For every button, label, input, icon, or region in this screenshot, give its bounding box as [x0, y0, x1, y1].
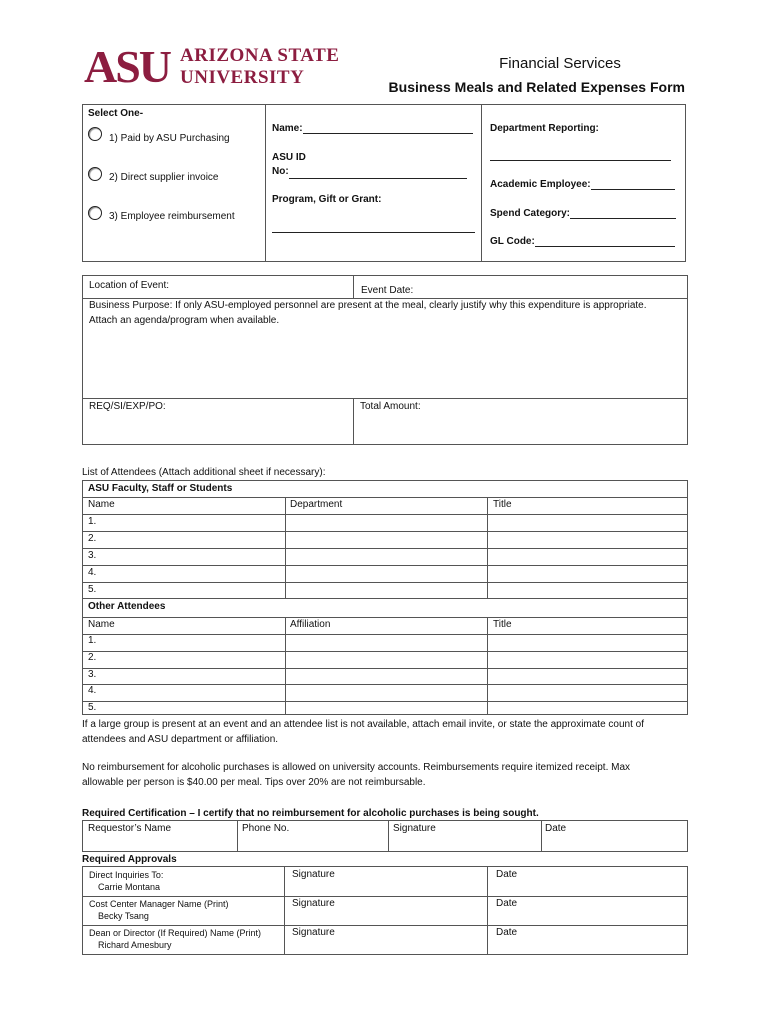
certification-heading: Required Certification – I certify that no reimbursement for alcoholic purchases is being sought. — [82, 808, 539, 819]
purpose-line-1: Business Purpose: If only ASU-employed personnel are present at the meal, clearly justify why this expenditure is appropriate. — [89, 300, 647, 311]
academic-employee-label: Academic Employee: — [490, 179, 591, 190]
other-col-affiliation: Affiliation — [290, 619, 331, 630]
select-one-label: Select One- — [88, 108, 144, 119]
location-label: Location of Event: — [89, 280, 170, 291]
dept-reporting-label: Department Reporting: — [490, 123, 599, 134]
form-title: Business Meals and Related Expenses Form — [388, 79, 685, 95]
approval-row-3 — [89, 927, 261, 951]
radio-direct-supplier[interactable] — [88, 167, 102, 181]
radio-employee-reimbursement[interactable] — [88, 206, 102, 220]
name-label: Name: — [272, 123, 303, 134]
total-amount-label: Total Amount: — [360, 401, 421, 412]
asu-row-5[interactable]: 5. — [88, 584, 97, 595]
spend-category-label: Spend Category: — [490, 208, 571, 219]
cert-date-field[interactable]: Date — [545, 823, 567, 834]
alcohol-line-1: No reimbursement for alcoholic purchases is allowed on university accounts. Reimbursements require itemized receipt. Max — [82, 762, 631, 773]
approval-role-3: Dean or Director (If Required) Name (Print) — [89, 928, 262, 938]
certification-table — [82, 820, 688, 852]
option-label-1: 1) Paid by ASU Purchasing — [109, 133, 230, 144]
other-row-5[interactable]: 5. — [88, 702, 97, 713]
asu-row-2[interactable]: 2. — [88, 533, 97, 544]
asu-col-name: Name — [88, 499, 115, 510]
other-col-title: Title — [493, 619, 512, 630]
large-group-line-2: attendees and ASU department or affiliation. — [82, 734, 279, 745]
cert-signature-field[interactable]: Signature — [393, 823, 436, 834]
asu-col-department: Department — [290, 499, 343, 510]
asu-id-field[interactable] — [272, 151, 467, 179]
gl-code-label: GL Code: — [490, 236, 535, 247]
approval-row-1 — [89, 869, 163, 893]
total-amount-field[interactable] — [360, 401, 421, 412]
event-date-field[interactable] — [361, 285, 413, 296]
logo-line-2: UNIVERSITY — [180, 67, 305, 88]
other-row-2[interactable]: 2. — [88, 652, 97, 663]
asu-logo-wordmark — [180, 45, 339, 89]
approval-signature-2[interactable]: Signature — [292, 898, 335, 909]
approval-signature-1[interactable]: Signature — [292, 869, 335, 880]
approval-role-2: Cost Center Manager Name (Print) — [89, 899, 229, 909]
asu-id-label-2: No: — [272, 166, 289, 177]
other-row-4[interactable]: 4. — [88, 685, 97, 696]
spend-category-field[interactable] — [490, 208, 676, 219]
approval-date-3[interactable]: Date — [496, 927, 518, 938]
other-attendees-heading: Other Attendees — [88, 601, 166, 612]
option-label-3: 3) Employee reimbursement — [109, 211, 235, 222]
alcohol-note — [82, 760, 688, 790]
approvals-heading: Required Approvals — [82, 854, 177, 865]
program-field-line[interactable] — [272, 232, 475, 233]
approval-person-3: Richard Amesbury — [98, 940, 172, 950]
dept-reporting-line[interactable] — [490, 160, 671, 161]
req-field[interactable] — [89, 401, 166, 412]
asu-logo-mark: ASU — [84, 41, 171, 92]
phone-field[interactable]: Phone No. — [242, 823, 290, 834]
radio-paid-by-purchasing[interactable] — [88, 127, 102, 141]
purpose-line-2: Attach an agenda/program when available. — [89, 315, 280, 326]
large-group-note — [82, 717, 688, 747]
gl-code-field[interactable] — [490, 236, 675, 247]
attendee-list-label: List of Attendees (Attach additional sheet if necessary): — [82, 467, 326, 478]
approval-date-1[interactable]: Date — [496, 869, 518, 880]
asu-row-4[interactable]: 4. — [88, 567, 97, 578]
event-date-label: Event Date: — [361, 285, 414, 296]
approval-role-1: Direct Inquiries To: — [89, 870, 164, 880]
approval-date-2[interactable]: Date — [496, 898, 518, 909]
approval-person-1: Carrie Montana — [98, 882, 161, 892]
req-label: REQ/SI/EXP/PO: — [89, 401, 166, 412]
approval-person-2: Becky Tsang — [98, 911, 149, 921]
asu-row-3[interactable]: 3. — [88, 550, 97, 561]
other-row-3[interactable]: 3. — [88, 669, 97, 680]
option-label-2: 2) Direct supplier invoice — [109, 172, 219, 183]
attendees-table — [82, 480, 688, 715]
asu-row-1[interactable]: 1. — [88, 516, 97, 527]
large-group-line-1: If a large group is present at an event and an attendee list is not available, attach email invite, or state the approximate count of — [82, 719, 645, 730]
approval-row-2 — [89, 898, 229, 922]
approval-signature-3[interactable]: Signature — [292, 927, 335, 938]
asu-id-label-1: ASU ID — [272, 152, 306, 163]
department-heading: Financial Services — [499, 55, 621, 72]
requestor-name-field[interactable]: Requestor’s Name — [88, 823, 172, 834]
business-purpose-field[interactable] — [89, 298, 684, 328]
alcohol-line-2: allowable per person is $40.00 per meal. Tips over 20% are not reimbursable. — [82, 777, 426, 788]
location-field[interactable] — [89, 280, 169, 291]
name-field[interactable] — [272, 123, 473, 134]
program-label: Program, Gift or Grant: — [272, 194, 382, 205]
logo-line-1: ARIZONA STATE — [180, 45, 340, 66]
other-row-1[interactable]: 1. — [88, 635, 97, 646]
academic-employee-field[interactable] — [490, 179, 675, 190]
other-col-name: Name — [88, 619, 115, 630]
asu-col-title: Title — [493, 499, 512, 510]
asu-attendees-heading: ASU Faculty, Staff or Students — [88, 483, 233, 494]
